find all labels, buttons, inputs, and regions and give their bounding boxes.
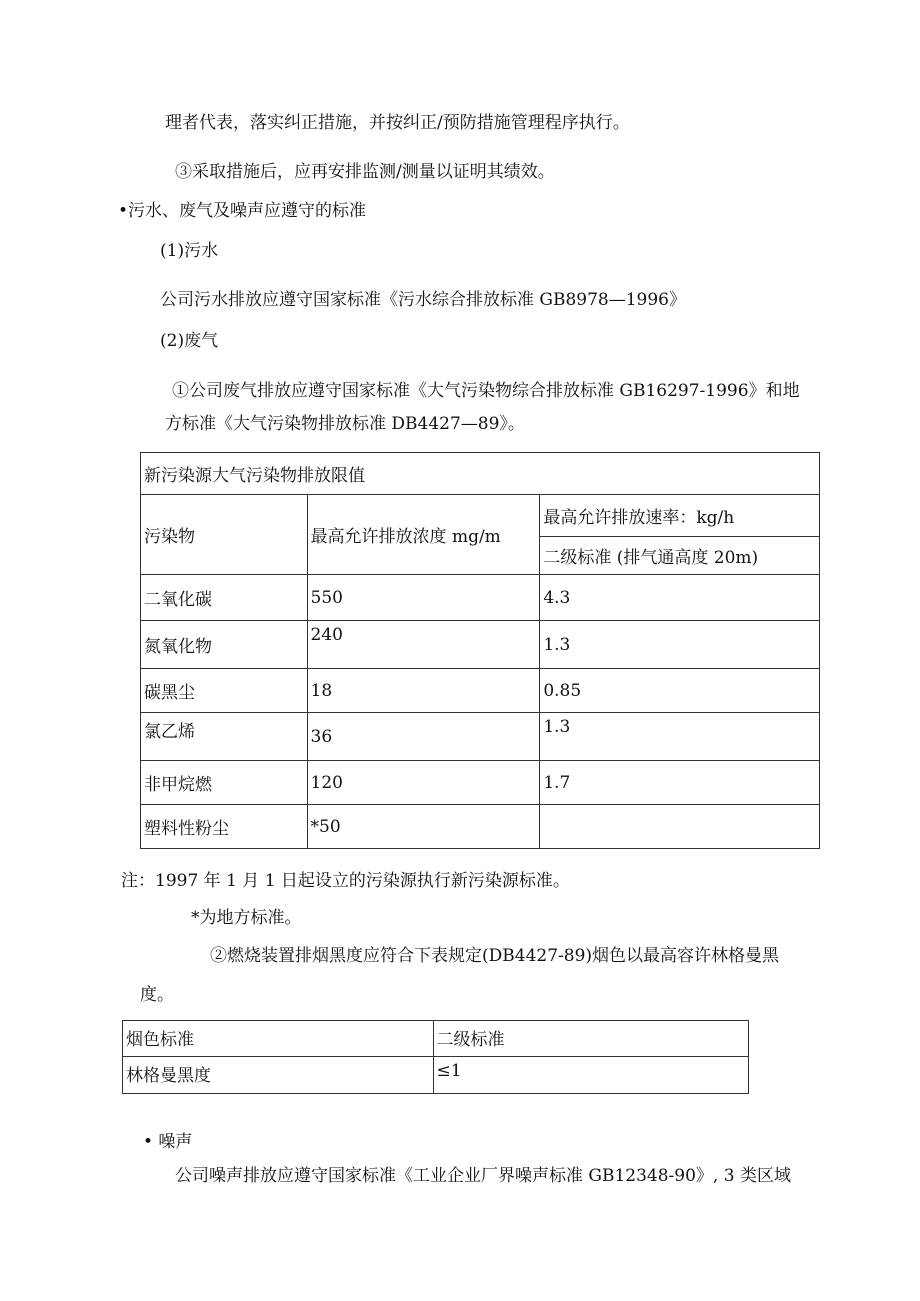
subheading-wastewater: (1)污水 <box>160 241 219 261</box>
pollutant-cell: 二氧化碳 <box>141 575 308 621</box>
paragraph-text: 理者代表，落实纠正措施，并按纠正/预防措施管理程序执行。 <box>165 113 630 133</box>
paragraph-text: 公司噪声排放应遵守国家标准《工业企业厂界噪声标准 GB12348-90》, 3 类区域 <box>175 1166 791 1186</box>
table-row <box>141 669 820 713</box>
concentration-cell: 18 <box>307 669 540 713</box>
pollutant-cell: 塑料性粉尘 <box>141 805 308 849</box>
table-row <box>141 713 820 761</box>
concentration-cell: 550 <box>307 575 540 621</box>
table-row <box>123 1057 749 1094</box>
table-row <box>141 761 820 805</box>
concentration-cell: 36 <box>307 713 540 761</box>
emission-limits-table <box>140 452 820 849</box>
paragraph-text: 度。 <box>140 985 174 1005</box>
rate-cell: 4.3 <box>540 575 820 621</box>
table-row <box>141 805 820 849</box>
table-note: *为地方标准。 <box>191 908 302 928</box>
column-header-rate: 最高允许排放速率：kg/h <box>540 495 820 537</box>
concentration-cell: 120 <box>307 761 540 805</box>
ringelmann-label-cell: 林格曼黑度 <box>123 1057 434 1094</box>
paragraph-text: ②燃烧装置排烟黑度应符合下表规定(DB4427-89)烟色以最高容许林格曼黑 <box>210 946 780 966</box>
rate-cell <box>540 805 820 849</box>
column-header-concentration: 最高允许排放浓度 mg/m <box>307 495 540 575</box>
paragraph-text: ①公司废气排放应遵守国家标准《大气污染物综合排放标准 GB16297-1996》和地 <box>172 381 800 401</box>
column-subheader-grade: 二级标准 (排气通高度 20m) <box>540 537 820 575</box>
table-row <box>141 621 820 669</box>
column-header-grade: 二级标准 <box>433 1021 748 1057</box>
rate-cell: 1.3 <box>540 621 820 669</box>
paragraph-text: 公司污水排放应遵守国家标准《污水综合排放标准 GB8978—1996》 <box>160 290 687 310</box>
table-note: 注：1997 年 1 月 1 日起设立的污染源执行新污染源标准。 <box>121 871 570 891</box>
ringelmann-value-cell: ≤1 <box>433 1057 748 1094</box>
section-bullet-heading: • 噪声 <box>143 1132 193 1152</box>
concentration-cell: *50 <box>307 805 540 849</box>
table-row <box>141 575 820 621</box>
table-row <box>123 1021 749 1057</box>
pollutant-cell: 氮氧化物 <box>141 621 308 669</box>
column-header-pollutant: 污染物 <box>141 495 308 575</box>
smoke-color-table <box>122 1020 749 1094</box>
pollutant-cell: 碳黑尘 <box>141 669 308 713</box>
paragraph-text: ③采取措施后，应再安排监测/测量以证明其绩效。 <box>175 162 555 182</box>
rate-cell: 1.7 <box>540 761 820 805</box>
subheading-exhaust: (2)废气 <box>160 331 219 351</box>
pollutant-cell: 非甲烷燃 <box>141 761 308 805</box>
section-bullet-heading: •污水、废气及噪声应遵守的标准 <box>118 201 367 221</box>
pollutant-cell: 氯乙烯 <box>141 713 308 761</box>
column-header-smoke-color: 烟色标准 <box>123 1021 434 1057</box>
rate-cell: 0.85 <box>540 669 820 713</box>
table-title: 新污染源大气污染物排放限值 <box>141 453 820 495</box>
concentration-cell: 240 <box>307 621 540 669</box>
paragraph-text: 方标准《大气污染物排放标准 DB4427—89》。 <box>165 414 525 434</box>
rate-cell: 1.3 <box>540 713 820 761</box>
